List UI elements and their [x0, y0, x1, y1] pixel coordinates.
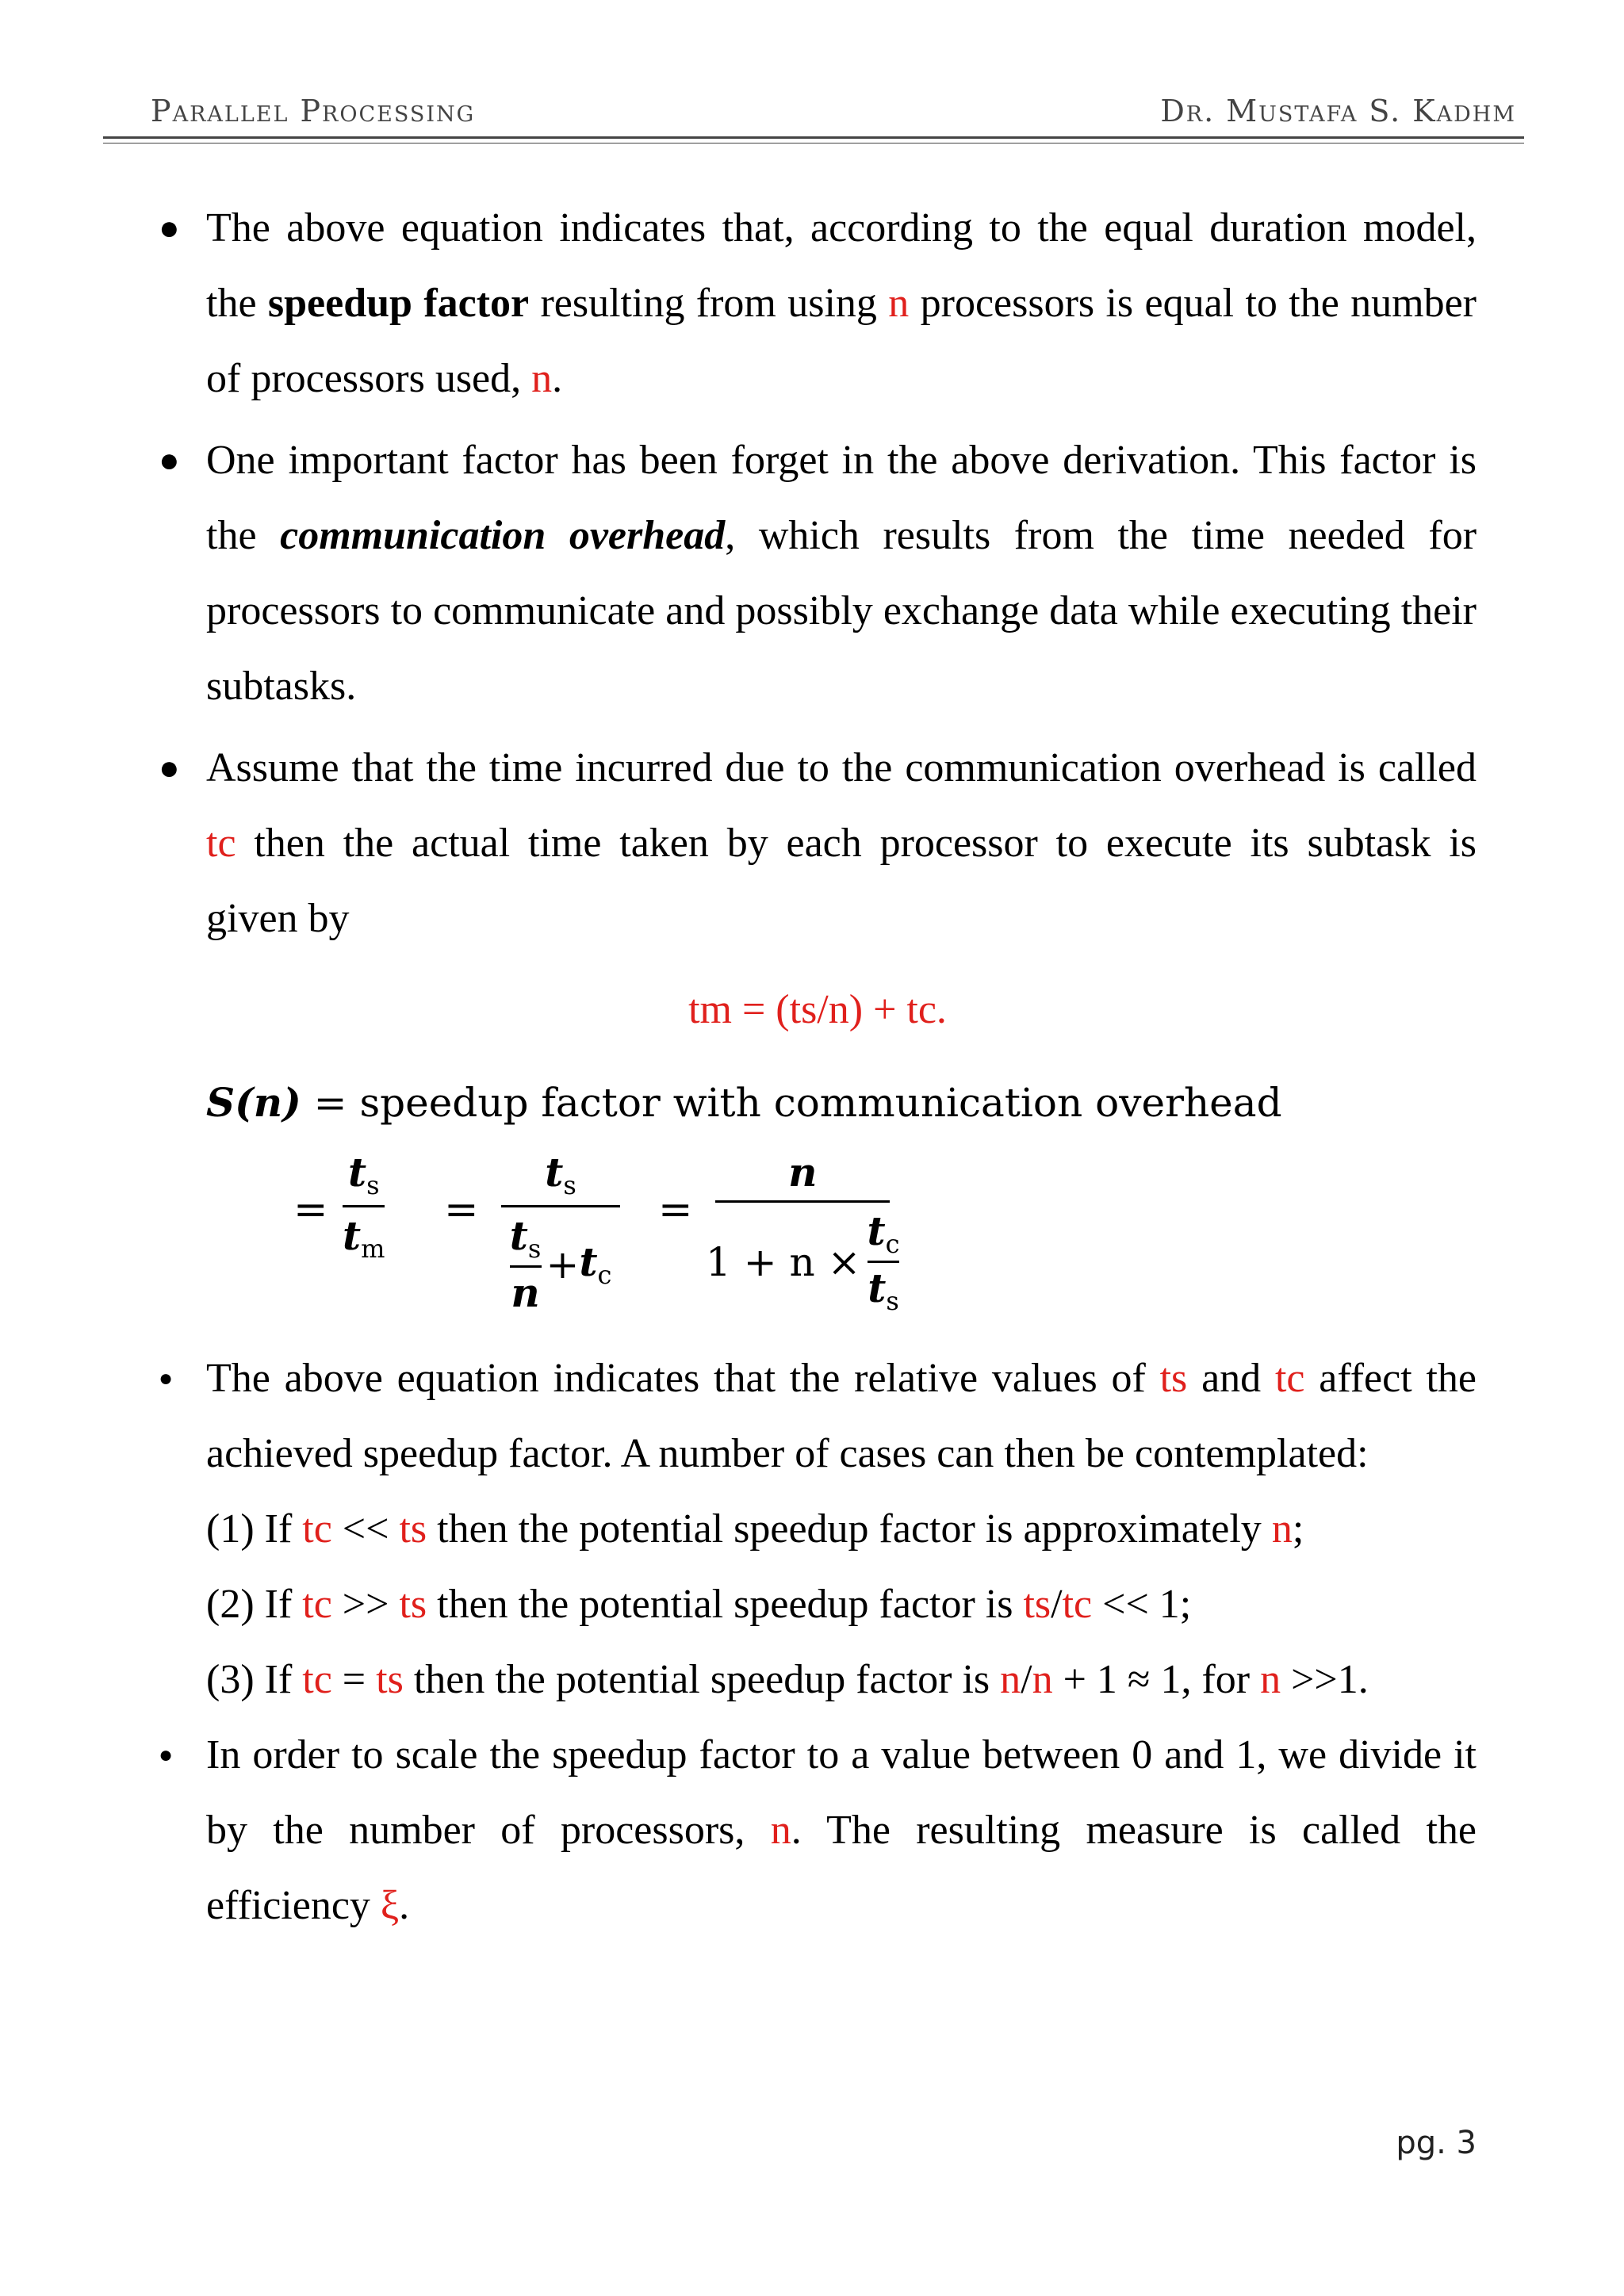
bullet-item: ● One important factor has been forget in the above derivation. This factor is the communication overhead, which results from the time needed for processors to communicate and possibly exchange data while executing their subtasks. [159, 423, 1477, 724]
equals-sign: = [658, 1186, 693, 1234]
page-header [103, 94, 1524, 141]
page-number: pg. 3 [1396, 2125, 1477, 2161]
bullet-item: ● Assume that the time incurred due to the communication overhead is called tc then the actual time taken by each processor to execute its subtask is given by [159, 730, 1477, 956]
bullet-icon: ● [159, 1365, 174, 1391]
case-1: (1) If tc << ts then the potential speedup factor is approximately n; [206, 1506, 1304, 1552]
bullet-item: ● The above equation indicates that the relative values of ts and tc affect the achieved speedup factor. A number of cases can then be contemplated: [159, 1341, 1477, 1491]
header-rule-thin [103, 143, 1524, 144]
var-tc: tc [206, 821, 236, 866]
case-3: (3) If tc = ts then the potential speedup factor is n/n + 1 ≈ 1, for n >>1. [206, 1657, 1369, 1702]
bullet-icon: ● [159, 209, 180, 247]
bullet-item: ● The above equation indicates that, according to the equal duration model, the speedup factor resulting from using n processors is equal to the number of processors used, n. [159, 190, 1477, 416]
bold-italic-term: communication overhead [280, 513, 726, 558]
case-2: (2) If tc >> ts then the potential speedup factor is ts/tc << 1; [206, 1582, 1192, 1627]
header-rule [103, 136, 1524, 139]
bold-term: speedup factor [267, 281, 530, 326]
fraction-ts-over-sum: $t_s$ $t_s$ n + $t_c$ [501, 1149, 620, 1316]
header-title: Parallel Processing [151, 94, 476, 128]
fraction-n-over-sum: n 1 + n × $t_c$ $t_s$ [706, 1149, 900, 1316]
speedup-equation [206, 1079, 1477, 1341]
fraction-ts-tm: $t_s$ $t_m$ [343, 1149, 385, 1264]
bullet-icon: ● [159, 1742, 174, 1768]
var-n: n [888, 281, 910, 326]
bullet-item: ● In order to scale the speedup factor to a value between 0 and 1, we divide it by the number of processors, n. The resulting measure is called the efficiency ξ. [159, 1717, 1477, 1943]
equals-sign: = [293, 1186, 328, 1234]
bullet-icon: ● [159, 441, 180, 480]
header-author: Dr. Mustafa S. Kadhm [1160, 94, 1516, 128]
page-body [159, 190, 1477, 1943]
formula-tm: tm = (ts/n) + tc. [688, 987, 947, 1032]
equation-definition: S(n) = speedup factor with communication overhead [206, 1079, 1282, 1126]
bullet-icon: ● [159, 748, 180, 787]
var-n: n [531, 356, 553, 401]
equals-sign: = [444, 1186, 479, 1234]
